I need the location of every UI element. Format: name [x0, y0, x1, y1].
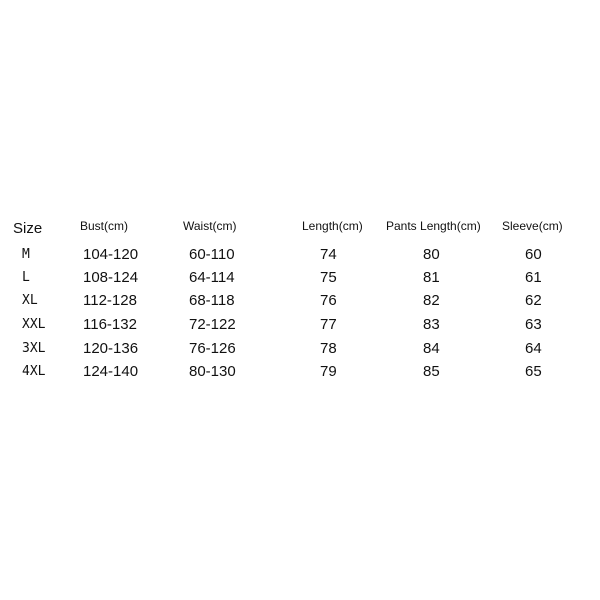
length-value: 76 — [320, 292, 337, 309]
waist-value: 60-110 — [189, 246, 235, 263]
size-label: 4XL — [22, 364, 46, 379]
length-value: 78 — [320, 340, 337, 357]
bust-value: 120-136 — [83, 340, 139, 357]
length-value: 77 — [320, 316, 337, 333]
waist-value: 80-130 — [189, 363, 236, 380]
bust-value: 112-128 — [83, 292, 137, 309]
header-sleeve: Sleeve(cm) — [502, 219, 563, 233]
waist-value: 68-118 — [189, 292, 235, 309]
size-label: XL — [22, 293, 38, 308]
sleeve-value: 63 — [525, 316, 542, 333]
bust-value: 104-120 — [83, 246, 139, 263]
waist-value: 72-122 — [189, 316, 236, 333]
header-pants-length: Pants Length(cm) — [386, 219, 481, 233]
sleeve-value: 61 — [525, 269, 542, 286]
header-bust: Bust(cm) — [80, 219, 128, 233]
size-label: XXL — [22, 317, 46, 332]
pants-length-value: 85 — [423, 363, 440, 380]
header-length: Length(cm) — [302, 219, 363, 233]
pants-length-value: 81 — [423, 269, 440, 286]
length-value: 79 — [320, 363, 337, 380]
header-waist: Waist(cm) — [183, 219, 237, 233]
bust-value: 124-140 — [83, 363, 139, 380]
sleeve-value: 65 — [525, 363, 542, 380]
size-label: L — [22, 270, 30, 285]
size-label: M — [22, 247, 30, 262]
sleeve-value: 60 — [525, 246, 542, 263]
pants-length-value: 80 — [423, 246, 440, 263]
sleeve-value: 64 — [525, 340, 542, 357]
pants-length-value: 84 — [423, 340, 440, 357]
header-size: Size — [13, 220, 43, 237]
bust-value: 108-124 — [83, 269, 139, 286]
length-value: 75 — [320, 269, 337, 286]
length-value: 74 — [320, 246, 337, 263]
waist-value: 64-114 — [189, 269, 235, 286]
pants-length-value: 82 — [423, 292, 440, 309]
bust-value: 116-132 — [83, 316, 137, 333]
size-label: 3XL — [22, 341, 46, 356]
sleeve-value: 62 — [525, 292, 542, 309]
waist-value: 76-126 — [189, 340, 236, 357]
pants-length-value: 83 — [423, 316, 440, 333]
